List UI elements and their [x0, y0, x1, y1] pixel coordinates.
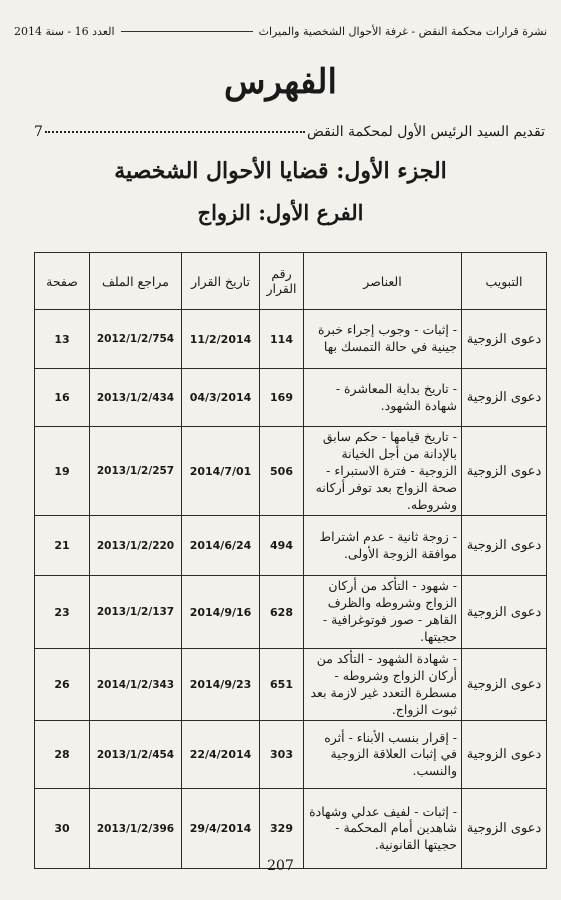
row-file-reference: 2013/1/2/434: [90, 369, 182, 427]
row-category: دعوى الزوجية: [462, 721, 547, 789]
dot-leader: [45, 131, 305, 133]
row-file-reference: 2013/1/2/257: [90, 427, 182, 516]
row-category: دعوى الزوجية: [462, 427, 547, 516]
table-header-row: [35, 253, 547, 310]
row-page: 28: [35, 721, 90, 789]
row-decision-number: 303: [260, 721, 304, 789]
row-elements: - شهود - التأكد من أركان الزواج وشروطه والظرف القاهر - صور فوتوغرافية - حجيتها.: [304, 576, 462, 649]
table-row: [35, 648, 547, 721]
part-heading: الجزء الأول: قضايا الأحوال الشخصية: [114, 158, 447, 184]
row-decision-date: 29/4/2014: [182, 789, 260, 869]
row-file-reference: 2013/1/2/454: [90, 721, 182, 789]
row-decision-number: 506: [260, 427, 304, 516]
row-file-reference: 2012/1/2/754: [90, 310, 182, 369]
row-page: 21: [35, 516, 90, 576]
row-elements: - زوجة ثانية - عدم اشتراط موافقة الزوجة الأولى.: [304, 516, 462, 576]
row-page: 13: [35, 310, 90, 369]
row-page: 19: [35, 427, 90, 516]
row-category: دعوى الزوجية: [462, 648, 547, 721]
row-decision-number: 169: [260, 369, 304, 427]
row-decision-number: 114: [260, 310, 304, 369]
row-decision-date: 2014/7/01: [182, 427, 260, 516]
row-elements: - تاريخ بداية المعاشرة - شهادة الشهود.: [304, 369, 462, 427]
row-elements: - تاريخ قيامها - حكم سابق بالإدانة من أجل الخيانة الزوجية - فترة الاستبراء - صحة الزواج بعد توفر أركانه وشروطه.: [304, 427, 462, 516]
row-decision-date: 2014/9/16: [182, 576, 260, 649]
table-row: [35, 369, 547, 427]
row-decision-date: 22/4/2014: [182, 721, 260, 789]
header-rule: [121, 31, 253, 32]
row-file-reference: 2014/1/2/343: [90, 648, 182, 721]
header-page: صفحة: [35, 253, 90, 310]
running-header: [14, 22, 547, 40]
intro-entry: [34, 124, 545, 140]
branch-heading: الفرع الأول: الزواج: [197, 200, 364, 225]
row-decision-number: 494: [260, 516, 304, 576]
row-category: دعوى الزوجية: [462, 576, 547, 649]
table-row: [35, 427, 547, 516]
row-page: 16: [35, 369, 90, 427]
index-title: الفهرس: [224, 62, 337, 102]
page-number: 207: [267, 858, 294, 874]
row-elements: - إثبات - لفيف عدلي وشهادة شاهدين أمام المحكمة - حجيتها القانونية.: [304, 789, 462, 869]
row-category: دعوى الزوجية: [462, 516, 547, 576]
table-row: [35, 310, 547, 369]
row-page: 23: [35, 576, 90, 649]
row-decision-date: 04/3/2014: [182, 369, 260, 427]
row-category: دعوى الزوجية: [462, 310, 547, 369]
row-elements: - إثبات - وجوب إجراء خبرة جينية في حالة التمسك بها: [304, 310, 462, 369]
row-page: 26: [35, 648, 90, 721]
journal-title: نشرة قرارات محكمة النقض - غرفة الأحوال الشخصية والميراث: [258, 24, 547, 38]
table-row: [35, 516, 547, 576]
header-decision-date: تاريخ القرار: [182, 253, 260, 310]
row-elements: - إقرار بنسب الأبناء - أثره في إثبات العلاقة الزوجية والنسب.: [304, 721, 462, 789]
header-decision-number: رقم القرار: [260, 253, 304, 310]
header-file-reference: مراجع الملف: [90, 253, 182, 310]
row-file-reference: 2013/1/2/137: [90, 576, 182, 649]
row-decision-date: 11/2/2014: [182, 310, 260, 369]
intro-text: تقديم السيد الرئيس الأول لمحكمة النقض: [306, 124, 545, 140]
row-elements: - شهادة الشهود - التأكد من أركان الزواج وشروطه - مسطرة التعدد غير لازمة بعد ثبوت الزواج.: [304, 648, 462, 721]
row-file-reference: 2013/1/2/396: [90, 789, 182, 869]
row-decision-date: 2014/9/23: [182, 648, 260, 721]
row-category: دعوى الزوجية: [462, 789, 547, 869]
row-page: 30: [35, 789, 90, 869]
table-row: [35, 789, 547, 869]
issue-label: العدد 16 - سنة 2014: [14, 24, 115, 38]
header-elements: العناصر: [304, 253, 462, 310]
header-category: التبويب: [462, 253, 547, 310]
table-row: [35, 576, 547, 649]
row-decision-number: 651: [260, 648, 304, 721]
row-file-reference: 2013/1/2/220: [90, 516, 182, 576]
index-table: [34, 252, 547, 869]
intro-page: 7: [34, 124, 43, 140]
row-category: دعوى الزوجية: [462, 369, 547, 427]
row-decision-number: 329: [260, 789, 304, 869]
row-decision-number: 628: [260, 576, 304, 649]
row-decision-date: 2014/6/24: [182, 516, 260, 576]
table-row: [35, 721, 547, 789]
